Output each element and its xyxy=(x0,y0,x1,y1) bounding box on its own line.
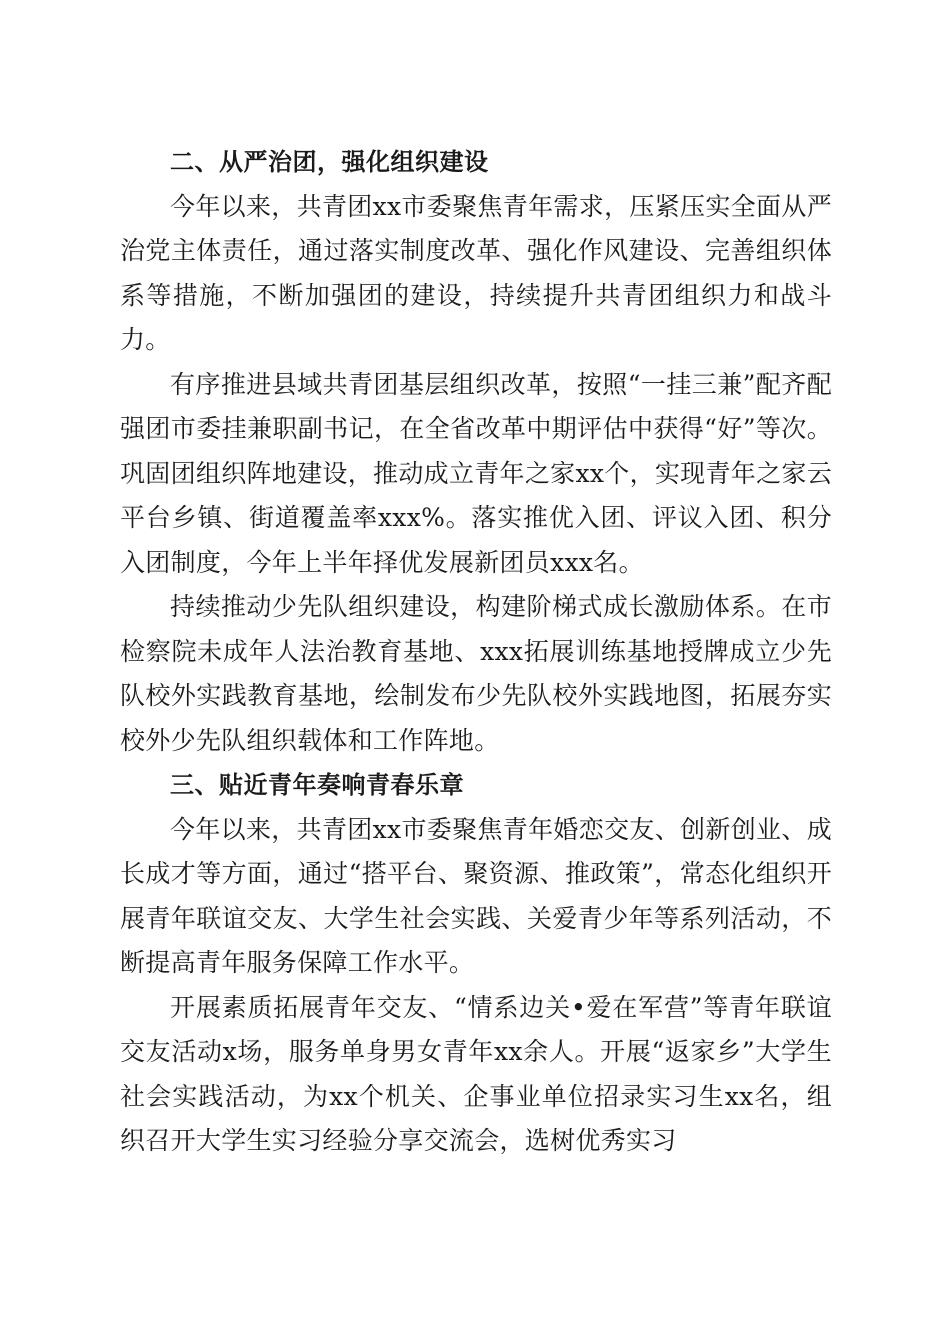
section-heading-3: 三、贴近青年奏响青春乐章 xyxy=(170,771,464,799)
paragraph: 今年以来，共青团xx市委聚焦青年需求，压紧压实全面从严治党主体责任，通过落实制度改革、强化作风建设、完善组织体系等措施，不断加强团的建设，持续提升共青团组织力和战斗力。 xyxy=(120,191,832,354)
paragraph: 持续推动少先队组织建设，构建阶梯式成长激励体系。在市检察院未成年人法治教育基地、xxx拓展训练基地授牌成立少先队校外实践教育基地，绘制发布少先队校外实践地图，拓展夯实校外少先队组织载体和工作阵地。 xyxy=(120,592,832,755)
paragraph: 开展素质拓展青年交友、“情系边关•爱在军营”等青年联谊交友活动x场，服务单身男女青年xx余人。开展“返家乡”大学生社会实践活动，为xx个机关、企事业单位招录实习生xx名，组织召开大学生实习经验分享交流会，选树优秀实习 xyxy=(120,992,832,1155)
section-heading-2: 二、从严治团，强化组织建设 xyxy=(170,148,489,176)
document-body xyxy=(120,140,832,1164)
paragraph: 有序推进县域共青团基层组织改革，按照“一挂三兼”配齐配强团市委挂兼职副书记，在全省改革中期评估中获得“好”等次。巩固团组织阵地建设，推动成立青年之家xx个，实现青年之家云平台乡镇、街道覆盖率xxx%。落实推优入团、评议入团、积分入团制度，今年上半年择优发展新团员xxx名。 xyxy=(120,369,832,577)
paragraph: 今年以来，共青团xx市委聚焦青年婚恋交友、创新创业、成长成才等方面，通过“搭平台、聚资源、推政策”，常态化组织开展青年联谊交友、大学生社会实践、关爱青少年等系列活动，不断提高青年服务保障工作水平。 xyxy=(120,814,832,977)
